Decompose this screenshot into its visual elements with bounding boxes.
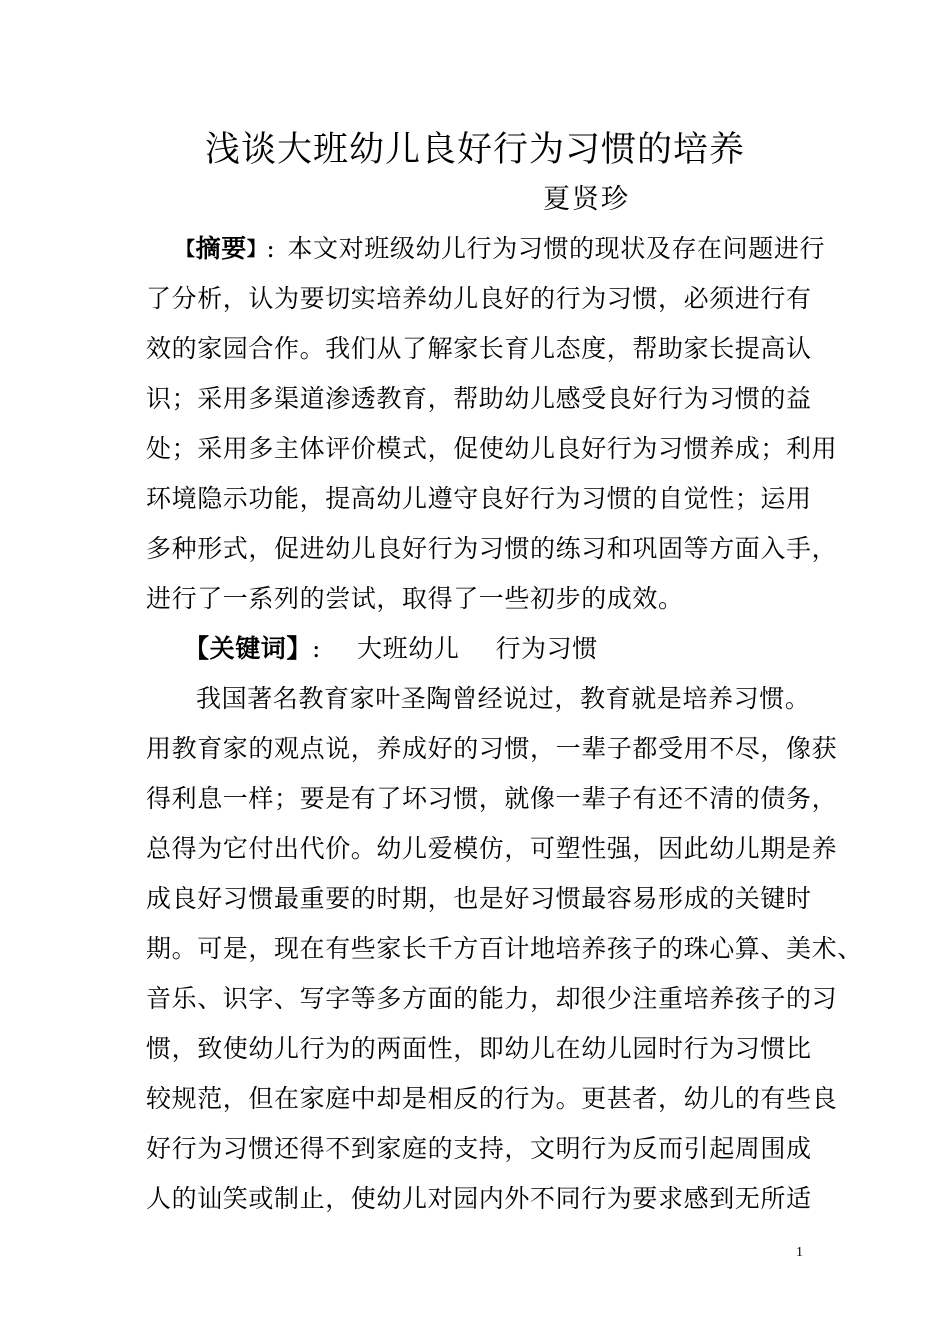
abstract-line: 处；采用多主体评价模式，促使幼儿良好行为习惯养成；利用 [146, 434, 838, 463]
body-line: 用教育家的观点说，养成好的习惯，一辈子都受用不尽，像获 [146, 734, 838, 763]
page-number: 1 [796, 1245, 803, 1260]
abstract-line: 识；采用多渠道渗透教育，帮助幼儿感受良好行为习惯的益 [146, 384, 812, 413]
abstract-first-line [176, 229, 825, 269]
keyword-item: 行为习惯 [495, 634, 598, 663]
body-line: 总得为它付出代价。幼儿爱模仿，可塑性强，因此幼儿期是养 [146, 834, 838, 863]
body-line: 得利息一样；要是有了坏习惯，就像一辈子有还不清的债务， [146, 784, 838, 813]
keywords-label: 【关键词】 [184, 634, 313, 663]
keywords-colon: : [312, 634, 322, 663]
body-line: 我国著名教育家叶圣陶曾经说过，教育就是培养习惯。 [196, 684, 811, 713]
body-line: 惯，致使幼儿行为的两面性，即幼儿在幼儿园时行为习惯比 [146, 1034, 812, 1063]
body-line: 好行为习惯还得不到家庭的支持，文明行为反而引起周围成 [146, 1134, 812, 1163]
document-title: 浅谈大班幼儿良好行为习惯的培养 [204, 130, 745, 170]
abstract-label: 摘要 [195, 234, 247, 263]
abstract-line: 进行了一系列的尝试，取得了一些初步的成效。 [146, 584, 684, 613]
body-line: 期。可是，现在有些家长千方百计地培养孩子的珠心算、美术、 [146, 934, 863, 963]
abstract-line: 多种形式，促进幼儿良好行为习惯的练习和巩固等方面入手， [146, 534, 838, 563]
author-name: 夏贤珍 [543, 184, 630, 215]
body-line: 成良好习惯最重要的时期，也是好习惯最容易形成的关键时 [146, 884, 812, 913]
body-line: 较规范，但在家庭中却是相反的行为。更甚者，幼儿的有些良 [146, 1084, 838, 1113]
abstract-bracket-close: 】 [246, 238, 267, 260]
abstract-line: 本文对班级幼儿行为习惯的现状及存在问题进行 [287, 234, 826, 263]
abstract-bracket-open: 【 [176, 238, 196, 260]
abstract-line: 环境隐示功能，提高幼儿遵守良好行为习惯的自觉性；运用 [146, 484, 812, 513]
abstract-line: 效的家园合作。我们从了解家长育儿态度，帮助家长提高认 [146, 334, 812, 363]
body-line: 人的讪笑或制止，使幼儿对园内外不同行为要求感到无所适 [146, 1184, 812, 1213]
body-line: 音乐、识字、写字等多方面的能力，却很少注重培养孩子的习 [146, 984, 838, 1013]
keyword-item: 大班幼儿 [357, 634, 460, 663]
abstract-colon: : [266, 234, 276, 263]
abstract-line: 了分析，认为要切实培养幼儿良好的行为习惯，必须进行有 [146, 284, 812, 313]
keywords-line [184, 629, 598, 669]
